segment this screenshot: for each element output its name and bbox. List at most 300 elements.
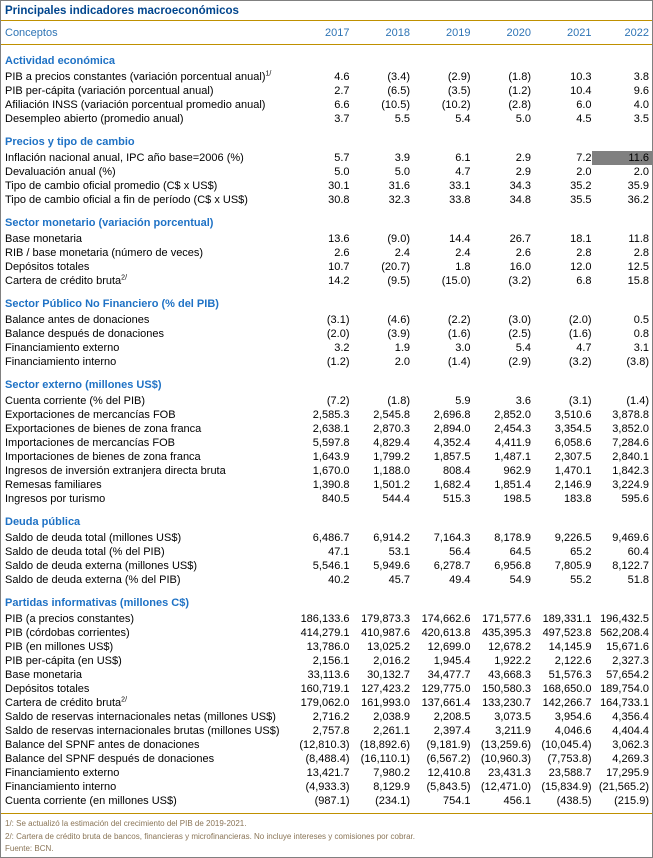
value-cell: 1.9 — [394, 342, 410, 354]
section-title: Sector externo (millones US$) — [5, 379, 162, 391]
value-cell: 30.8 — [328, 194, 350, 206]
row-label: Devaluación anual (%) — [5, 166, 116, 178]
value-cell: (6,567.2) — [426, 753, 471, 765]
value-cell: (7.2) — [326, 395, 350, 407]
row-label: Saldo de reservas internacionales brutas (millones US$) — [5, 725, 280, 737]
table-row — [1, 612, 652, 626]
value-cell: 171,577.6 — [482, 613, 531, 625]
value-cell: (10,960.3) — [480, 753, 531, 765]
value-cell: 56.4 — [449, 546, 471, 558]
value-cell: 3,510.6 — [554, 409, 592, 421]
value-cell: 6,278.7 — [433, 560, 471, 572]
row-label: Base monetaria — [5, 669, 83, 681]
value-cell: 9.6 — [633, 85, 649, 97]
value-cell: 53.1 — [388, 546, 410, 558]
value-cell: 3,073.5 — [494, 711, 531, 723]
value-cell: 196,432.5 — [600, 613, 649, 625]
value-cell: 4,046.6 — [554, 725, 592, 737]
table-row — [1, 355, 652, 369]
value-cell: (9.0) — [387, 233, 410, 245]
row-label: Balance del SPNF antes de donaciones — [5, 739, 200, 751]
value-cell: 137,661.4 — [421, 697, 471, 709]
table-row — [1, 436, 652, 450]
table-row — [1, 710, 652, 724]
value-cell: (4.6) — [387, 314, 410, 326]
row-label: Tipo de cambio oficial promedio (C$ x US$) — [5, 180, 218, 192]
value-cell: 189,754.0 — [600, 683, 649, 695]
value-cell: 7,980.2 — [373, 767, 410, 779]
row-label: Financiamiento interno — [5, 781, 117, 793]
section-rows — [1, 232, 652, 288]
section-rows — [1, 151, 652, 207]
value-cell: (2.2) — [447, 314, 471, 326]
value-cell: (13,259.6) — [480, 739, 531, 751]
table-section — [1, 296, 652, 369]
table-row — [1, 165, 652, 179]
value-cell: 8,122.7 — [612, 560, 649, 572]
table-row — [1, 573, 652, 587]
value-cell: 7,164.3 — [433, 532, 471, 544]
value-cell: 1,487.1 — [494, 451, 531, 463]
value-cell: 6,956.8 — [494, 560, 531, 572]
value-cell: (1.2) — [508, 85, 531, 97]
value-cell: 2,716.2 — [312, 711, 350, 723]
table-row — [1, 492, 652, 506]
value-cell: 8,129.9 — [373, 781, 410, 793]
year-column-header: 2021 — [567, 27, 592, 39]
table-row — [1, 724, 652, 738]
value-cell: 2,146.9 — [554, 479, 592, 491]
table-row — [1, 668, 652, 682]
value-cell: 16.0 — [509, 261, 531, 273]
value-cell: 14,145.9 — [548, 641, 592, 653]
table-row — [1, 696, 652, 710]
value-cell: (15,834.9) — [541, 781, 592, 793]
row-label: Saldo de deuda total (millones US$) — [5, 532, 182, 544]
value-cell: 3.6 — [515, 395, 531, 407]
value-cell: 3.5 — [633, 113, 649, 125]
value-cell: (1.6) — [447, 328, 471, 340]
value-cell: (987.1) — [314, 795, 350, 807]
value-cell: 3,852.0 — [612, 423, 649, 435]
value-cell: 2.0 — [633, 166, 649, 178]
value-cell: (3.8) — [626, 356, 649, 368]
footnote-ref: 2/ — [121, 274, 128, 282]
value-cell: (4,933.3) — [305, 781, 350, 793]
value-cell: (1.4) — [447, 356, 471, 368]
value-cell: 2.7 — [334, 85, 350, 97]
value-cell: 49.4 — [449, 574, 471, 586]
value-cell: (1.8) — [508, 71, 531, 83]
table-row — [1, 84, 652, 98]
value-cell: 1,501.2 — [373, 479, 410, 491]
table-row — [1, 654, 652, 668]
value-cell: 26.7 — [509, 233, 531, 245]
value-cell: 186,133.6 — [300, 613, 350, 625]
value-cell: (8,488.4) — [305, 753, 350, 765]
value-cell: (1.8) — [387, 395, 410, 407]
year-column-header: 2020 — [506, 27, 531, 39]
value-cell: 2.0 — [394, 356, 410, 368]
value-cell: 2,870.3 — [373, 423, 410, 435]
value-cell: 5,597.8 — [312, 437, 350, 449]
value-cell: 14.4 — [449, 233, 471, 245]
value-cell: 1,682.4 — [433, 479, 471, 491]
table-row — [1, 682, 652, 696]
section-title: Actividad económica — [5, 55, 116, 67]
table-row — [1, 738, 652, 752]
value-cell: 515.3 — [442, 493, 471, 505]
value-cell: 2.8 — [633, 247, 649, 259]
table-row — [1, 545, 652, 559]
year-column-header: 2019 — [446, 27, 471, 39]
row-label: Cuenta corriente (en millones US$) — [5, 795, 177, 807]
value-cell: 5,546.1 — [312, 560, 350, 572]
value-cell: 2.4 — [394, 247, 410, 259]
value-cell: 12,699.0 — [427, 641, 471, 653]
value-cell: 30.1 — [328, 180, 350, 192]
value-cell: 1,842.3 — [612, 465, 649, 477]
row-label: PIB (en millones US$) — [5, 641, 114, 653]
row-label: Remesas familiares — [5, 479, 102, 491]
table-row — [1, 112, 652, 126]
value-cell: 5.4 — [455, 113, 471, 125]
row-label: Base monetaria — [5, 233, 83, 245]
value-cell: 3.7 — [334, 113, 350, 125]
value-cell: 8,178.9 — [494, 532, 531, 544]
year-column-header: 2018 — [385, 27, 410, 39]
value-cell: (5,843.5) — [426, 781, 471, 793]
section-rows — [1, 531, 652, 587]
value-cell: 129,775.0 — [421, 683, 471, 695]
row-label: Depósitos totales — [5, 261, 90, 273]
value-cell: 840.5 — [321, 493, 350, 505]
value-cell: 6.0 — [576, 99, 592, 111]
value-cell: 962.9 — [503, 465, 531, 477]
value-cell: 1,470.1 — [554, 465, 592, 477]
value-cell: (3.1) — [326, 314, 350, 326]
value-cell: 1,851.4 — [494, 479, 531, 491]
page-title: Principales indicadores macroeconómicos — [1, 1, 652, 21]
table-row — [1, 327, 652, 341]
value-cell: (10,045.4) — [541, 739, 592, 751]
value-cell: 1.8 — [455, 261, 471, 273]
table-row — [1, 246, 652, 260]
value-cell: 2.9 — [515, 166, 531, 178]
value-cell: 5.0 — [394, 166, 410, 178]
value-cell: 10.4 — [570, 85, 592, 97]
value-cell: 127,423.2 — [361, 683, 410, 695]
value-cell: 35.5 — [570, 194, 592, 206]
value-cell: (1.2) — [326, 356, 350, 368]
row-label: Afiliación INSS (variación porcentual promedio anual) — [5, 99, 266, 111]
row-label: Financiamiento interno — [5, 356, 117, 368]
value-cell: 11.8 — [628, 233, 649, 245]
row-label: Financiamiento externo — [5, 342, 120, 354]
value-cell: 9,226.5 — [554, 532, 592, 544]
value-cell: 12.0 — [570, 261, 592, 273]
value-cell: 34.3 — [509, 180, 531, 192]
value-cell: (15.0) — [441, 275, 471, 287]
row-label: PIB (a precios constantes) — [5, 613, 135, 625]
value-cell: 7,805.9 — [554, 560, 592, 572]
value-cell: 54.9 — [509, 574, 531, 586]
value-cell: 2.4 — [455, 247, 471, 259]
section-rows — [1, 612, 652, 808]
value-cell: 13.6 — [328, 233, 350, 245]
value-cell: 33.8 — [449, 194, 471, 206]
value-cell: (2.5) — [508, 328, 531, 340]
value-cell: 2.6 — [515, 247, 531, 259]
row-label: Importaciones de mercancías FOB — [5, 437, 175, 449]
row-label: PIB (córdobas corrientes) — [5, 627, 130, 639]
row-label: Exportaciones de mercancías FOB — [5, 409, 176, 421]
table-row — [1, 464, 652, 478]
value-cell: 562,208.4 — [600, 627, 649, 639]
table-row — [1, 766, 652, 780]
value-cell: 7,284.6 — [612, 437, 649, 449]
value-cell: (20.7) — [381, 261, 410, 273]
highlighted-value-cell: 11.6 — [592, 151, 653, 165]
value-cell: 3,211.9 — [495, 725, 531, 737]
value-cell: 164,733.1 — [600, 697, 649, 709]
row-label: PIB per-cápita (en US$) — [5, 655, 122, 667]
value-cell: 3.8 — [633, 71, 649, 83]
year-column-header: 2017 — [325, 27, 350, 39]
value-cell: 2.6 — [334, 247, 350, 259]
value-cell: 10.7 — [328, 261, 350, 273]
value-cell: 2,208.5 — [433, 711, 471, 723]
value-cell: 3,878.8 — [612, 409, 649, 421]
value-cell: 2,840.1 — [612, 451, 649, 463]
table-row — [1, 531, 652, 545]
value-cell: 5.7 — [334, 152, 350, 164]
value-cell: 142,266.7 — [542, 697, 592, 709]
value-cell: (10.2) — [441, 99, 471, 111]
value-cell: 65.2 — [570, 546, 592, 558]
value-cell: 5.5 — [394, 113, 410, 125]
value-cell: (3.1) — [568, 395, 592, 407]
value-cell: 3,354.5 — [554, 423, 592, 435]
table-section — [1, 53, 652, 126]
value-cell: 4,269.3 — [612, 753, 649, 765]
value-cell: 12,410.8 — [427, 767, 471, 779]
table-row — [1, 151, 652, 165]
value-cell: 2,156.1 — [312, 655, 350, 667]
value-cell: 5,949.6 — [373, 560, 410, 572]
footnote-line: Fuente: BCN. — [5, 844, 54, 853]
table-row — [1, 232, 652, 246]
value-cell: 4.6 — [334, 71, 350, 83]
value-cell: 2,545.8 — [373, 409, 410, 421]
value-cell: 174,662.6 — [421, 613, 471, 625]
value-cell: 6.1 — [455, 152, 471, 164]
value-cell: (3.9) — [387, 328, 410, 340]
value-cell: (18,892.6) — [359, 739, 410, 751]
value-cell: 3.2 — [334, 342, 350, 354]
value-cell: 2,757.8 — [312, 725, 350, 737]
value-cell: 31.6 — [388, 180, 410, 192]
table-row — [1, 794, 652, 808]
value-cell: (9.5) — [387, 275, 410, 287]
value-cell: 420,613.8 — [421, 627, 471, 639]
value-cell: 198.5 — [503, 493, 531, 505]
row-label: Balance antes de donaciones — [5, 314, 150, 326]
value-cell: 3.0 — [455, 342, 471, 354]
value-cell: 9,469.6 — [612, 532, 649, 544]
section-title: Sector monetario (variación porcentual) — [5, 217, 214, 229]
value-cell: 544.4 — [382, 493, 410, 505]
table-row — [1, 274, 652, 288]
section-rows — [1, 394, 652, 506]
table-row — [1, 260, 652, 274]
table-body — [1, 53, 652, 808]
value-cell: (21,565.2) — [598, 781, 649, 793]
row-label: Saldo de deuda externa (millones US$) — [5, 560, 198, 572]
value-cell: 60.4 — [627, 546, 649, 558]
value-cell: 150,580.3 — [482, 683, 531, 695]
value-cell: 64.5 — [509, 546, 531, 558]
value-cell: 47.1 — [328, 546, 350, 558]
value-cell: 189,331.1 — [542, 613, 592, 625]
value-cell: 55.2 — [570, 574, 592, 586]
row-label: Balance después de donaciones — [5, 328, 165, 340]
table-row — [1, 626, 652, 640]
footnote-line: 2/: Cartera de crédito bruta de bancos, financieras y microfinancieras. No incluye intereses y comisiones por cobrar. — [5, 831, 415, 841]
value-cell: (234.1) — [375, 795, 410, 807]
value-cell: 35.9 — [627, 180, 649, 192]
row-label: Inflación nacional anual, IPC año base=2006 (%) — [5, 152, 244, 164]
footnotes — [1, 813, 652, 858]
value-cell: 30,132.7 — [367, 669, 410, 681]
value-cell: 13,421.7 — [306, 767, 350, 779]
row-label: Cartera de crédito bruta$^{2/}$ — [5, 696, 128, 709]
value-cell: 1,922.2 — [494, 655, 531, 667]
value-cell: 4,404.4 — [612, 725, 649, 737]
table-row — [1, 408, 652, 422]
table-row — [1, 70, 652, 84]
value-cell: (10.5) — [381, 99, 410, 111]
value-cell: 6,914.2 — [373, 532, 410, 544]
section-title: Sector Público No Financiero (% del PIB) — [5, 298, 219, 310]
value-cell: 5.9 — [455, 395, 471, 407]
value-cell: 18.1 — [570, 233, 592, 245]
value-cell: 179,873.3 — [361, 613, 410, 625]
row-label: Desempleo abierto (promedio anual) — [5, 113, 184, 125]
value-cell: 51,576.3 — [548, 669, 592, 681]
value-cell: 4,829.4 — [373, 437, 410, 449]
value-cell: 4.0 — [633, 99, 649, 111]
value-cell: 33,113.6 — [307, 669, 350, 681]
footnote-ref: 1/ — [265, 70, 272, 78]
value-cell: 497,523.8 — [542, 627, 592, 639]
table-row — [1, 98, 652, 112]
table-section — [1, 134, 652, 207]
row-label: PIB a precios constantes (variación porcentual anual)$^{1/}$ — [5, 70, 272, 83]
value-cell: 4,356.4 — [612, 711, 649, 723]
value-cell: 168,650.0 — [542, 683, 592, 695]
value-cell: 2,307.5 — [554, 451, 592, 463]
value-cell: (3.2) — [508, 275, 531, 287]
value-cell: 2,696.8 — [433, 409, 471, 421]
value-cell: 17,295.9 — [606, 767, 649, 779]
row-label: Importaciones de bienes de zona franca — [5, 451, 201, 463]
section-title: Deuda pública — [5, 516, 81, 528]
value-cell: 0.5 — [633, 314, 649, 326]
value-cell: 57,654.2 — [606, 669, 649, 681]
table-row — [1, 313, 652, 327]
row-label: Cartera de crédito bruta$^{2/}$ — [5, 274, 128, 287]
value-cell: 7.2 — [576, 152, 592, 164]
value-cell: 4.7 — [455, 166, 471, 178]
value-cell: 1,188.0 — [373, 465, 410, 477]
value-cell: 179,062.0 — [300, 697, 350, 709]
value-cell: 3,062.3 — [612, 739, 649, 751]
value-cell: 10.3 — [570, 71, 592, 83]
value-cell: 4.7 — [576, 342, 592, 354]
row-label: Cuenta corriente (% del PIB) — [5, 395, 146, 407]
value-cell: 13,786.0 — [306, 641, 350, 653]
value-cell: (1.4) — [626, 395, 649, 407]
table-section — [1, 595, 652, 808]
row-label: Balance del SPNF después de donaciones — [5, 753, 215, 765]
table-row — [1, 559, 652, 573]
value-cell: 4.5 — [576, 113, 592, 125]
value-cell: 2,894.0 — [433, 423, 471, 435]
table-row — [1, 640, 652, 654]
value-cell: 1,799.2 — [373, 451, 410, 463]
value-cell: 3.1 — [633, 342, 649, 354]
value-cell: (3.5) — [447, 85, 471, 97]
table-row — [1, 450, 652, 464]
value-cell: 15.8 — [627, 275, 649, 287]
value-cell: 0.8 — [633, 328, 649, 340]
value-cell: 23,431.3 — [488, 767, 531, 779]
column-header-row — [1, 21, 652, 45]
value-cell: 13,025.2 — [367, 641, 410, 653]
value-cell: (3.0) — [508, 314, 531, 326]
value-cell: 34.8 — [509, 194, 531, 206]
footnote-line: 1/: Se actualizó la estimación del crecimiento del PIB de 2019-2021. — [5, 819, 247, 828]
concepts-column-header: Conceptos — [5, 27, 58, 39]
value-cell: (2.9) — [508, 356, 531, 368]
row-label: Saldo de deuda externa (% del PIB) — [5, 574, 181, 586]
value-cell: 33.1 — [449, 180, 471, 192]
section-rows — [1, 70, 652, 126]
table-row — [1, 341, 652, 355]
row-label: Financiamiento externo — [5, 767, 120, 779]
value-cell: (2.0) — [568, 314, 592, 326]
value-cell: 1,670.0 — [312, 465, 350, 477]
value-cell: (438.5) — [556, 795, 592, 807]
footnote-ref: 2/ — [121, 696, 128, 704]
value-cell: 410,987.6 — [361, 627, 410, 639]
value-cell: (12,471.0) — [480, 781, 531, 793]
value-cell: 2.0 — [576, 166, 592, 178]
value-cell: 4,352.4 — [433, 437, 471, 449]
section-title: Precios y tipo de cambio — [5, 136, 135, 148]
value-cell: (3.2) — [568, 356, 592, 368]
row-label: RIB / base monetaria (número de veces) — [5, 247, 204, 259]
value-cell: 2,038.9 — [373, 711, 410, 723]
value-cell: 36.2 — [627, 194, 649, 206]
value-cell: 6.8 — [576, 275, 592, 287]
value-cell: 3.9 — [394, 152, 410, 164]
row-label: PIB per-cápita (variación porcentual anual) — [5, 85, 214, 97]
table-row — [1, 422, 652, 436]
value-cell: 183.8 — [563, 493, 592, 505]
value-cell: 1,857.5 — [433, 451, 471, 463]
